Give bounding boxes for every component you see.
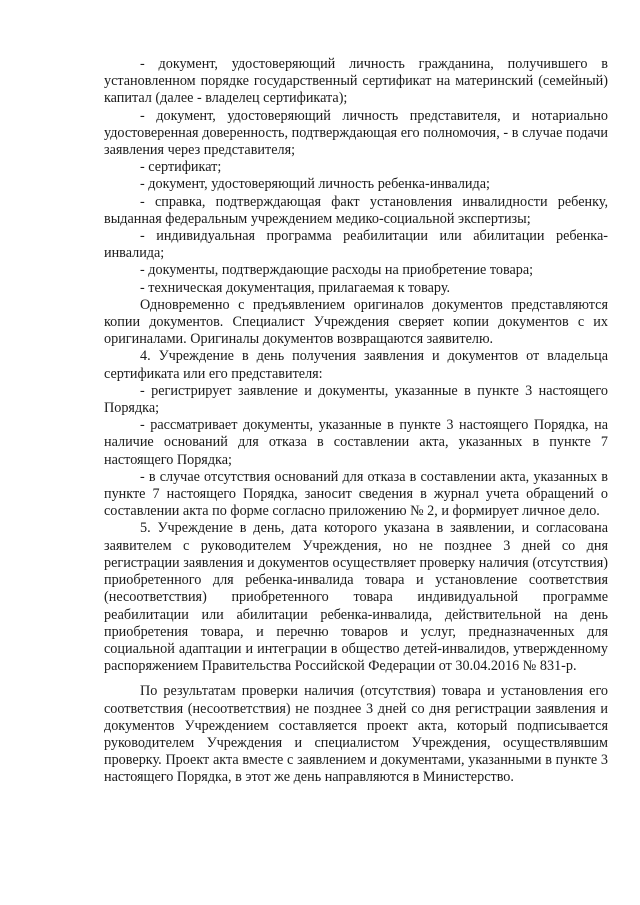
paragraph-section-5: 5. Учреждение в день, дата которого указана в заявлении, и согласована заявителем с руководителем Учреждения, но не позднее 3 дней со дня регистрации заявления и документов осуществляет проверку наличия (отсутствия) приобретенного для ребенка-инвалида товара и установление соответствия (несоответствия) приобретенного товара индивидуальной программе реабилитации или абилитации ребенка-инвалида, действительной на день приобретения товара, и перечню товаров и услуг, предназначенных для социальной адаптации и интеграции в общество детей-инвалидов, утвержденному распоряжением Правительства Российской Федерации от 30.04.2016 № 831-р. [104,520,608,675]
paragraph-copies: Одновременно с предъявлением оригиналов документов представляются копии документов. Специалист Учреждения сверяет копии документов с их оригиналами. Оригиналы документов возвращаются заявителю. [104,296,608,348]
paragraph-disability-certificate: - справка, подтверждающая факт установления инвалидности ребенку, выданная федеральным учреждением медико-социальной экспертизы; [104,193,608,227]
paragraph-registers: - регистрирует заявление и документы, указанные в пункте 3 настоящего Порядка; [104,382,608,417]
paragraph-journal-entry: - в случае отсутствия оснований для отказа в составлении акта, указанных в пункте 7 настоящего Порядка, заносит сведения в журнал учета обращений о составлении акта по форме согласно приложению № 2, и формирует личное дело. [104,468,608,520]
paragraph-act-draft: По результатам проверки наличия (отсутствия) товара и установления его соответствия (несоответствия) не позднее 3 дней со дня регистрации заявления и документов Учреждением составляется проект акта, который подписывается руководителем Учреждения и специалистом Учреждения, осуществлявшим проверку. Проект акта вместе с заявлением и документами, указанными в пункте 3 настоящего Порядка, в этот же день направляются в Министерство. [104,683,608,786]
paragraph-expense-docs: - документы, подтверждающие расходы на приобретение товара; [140,262,534,279]
paragraph-rehab-program: - индивидуальная программа реабилитации или абилитации ребенка-инвалида; [104,228,608,262]
paragraph-technical-docs: - техническая документация, прилагаемая к товару. [140,279,451,296]
paragraph-doc-child-id: - документ, удостоверяющий личность ребенка-инвалида; [140,176,490,193]
paragraph-section-4: 4. Учреждение в день получения заявления и документов от владельца сертификата или его представителя: [104,348,608,382]
paragraph-reviews: - рассматривает документы, указанные в пункте 3 настоящего Порядка, на наличие оснований для отказа в составлении акта, указанных в пункте 7 настоящего Порядка; [104,417,608,468]
paragraph-certificate: - сертификат; [140,159,222,176]
paragraph-doc-representative: - документ, удостоверяющий личность представителя, и нотариально удостоверенная доверенность, подтверждающая его полномочия, - в случае подачи заявления через представителя; [104,107,608,159]
document-body [104,56,608,787]
paragraph-doc-applicant-id: - документ, удостоверяющий личность гражданина, получившего в установленном порядке государственный сертификат на материнский (семейный) капитал (далее - владелец сертификата); [104,56,608,107]
